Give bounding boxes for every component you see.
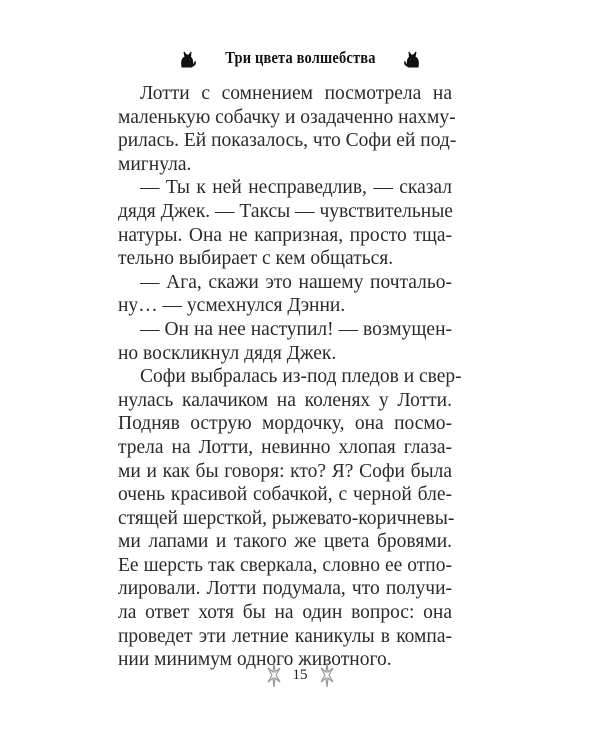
text-line: маленькую собачку и озадаченно нахму- [118,106,456,128]
text-line: лировали. Лотти подумала, что получи- [118,578,452,600]
running-header [0,48,600,68]
text-line: — Он на нее наступил! — возмущен- [140,318,452,340]
text-line: очень красивой собачкой, с черной бле- [118,484,452,506]
text-line: тельно выбирает с кем общаться. [118,248,394,270]
text-line: ну… — усмехнулся Дэнни. [118,295,346,317]
text-line: Подняв острую мордочку, она посмо- [118,413,452,435]
star-ornament-icon [267,662,281,688]
text-line: — Ага, скажи это нашему почтальо- [140,271,452,293]
book-title: Три цвета волшебства [224,48,376,67]
page-number: 15 [292,666,308,683]
text-line: нулась калачиком на коленях у Лотти. [118,389,452,411]
body-text [118,82,462,672]
text-line: ла ответ хотя бы на один вопрос: она [118,602,452,624]
text-line: Лотти с сомнением посмотрела на [140,83,452,104]
text-line: натуры. Она не капризная, просто тща- [118,224,452,246]
text-line: дядя Джек. — Таксы — чувствительные [118,200,453,222]
text-line: рилась. Ей показалось, что Софи ей под- [118,130,457,152]
cat-icon [402,48,422,68]
text-line: Ее шерсть так сверкала, словно ее отпо- [118,554,452,576]
text-line: Софи выбралась из-под пледов и свер- [140,366,462,388]
text-line: проведет эти летние каникулы в компа- [118,625,452,647]
page-footer [0,662,600,688]
text-line: ми и как бы говоря: кто? Я? Софи была [118,460,452,482]
text-line: ми лапами и такого же цвета бровями. [118,531,452,553]
text-line: нии минимум одного животного. [118,649,392,671]
text-line: стящей шерсткой, рыжевато-коричневы- [118,507,455,529]
text-line: трела на Лотти, невинно хлопая глаза- [118,436,452,458]
text-line: но воскликнул дядя Джек. [118,342,337,364]
star-ornament-icon [320,662,334,688]
text-line: — Ты к ней несправедлив, — сказал [140,177,452,199]
cat-icon [178,48,198,68]
text-line: мигнула. [118,153,192,175]
